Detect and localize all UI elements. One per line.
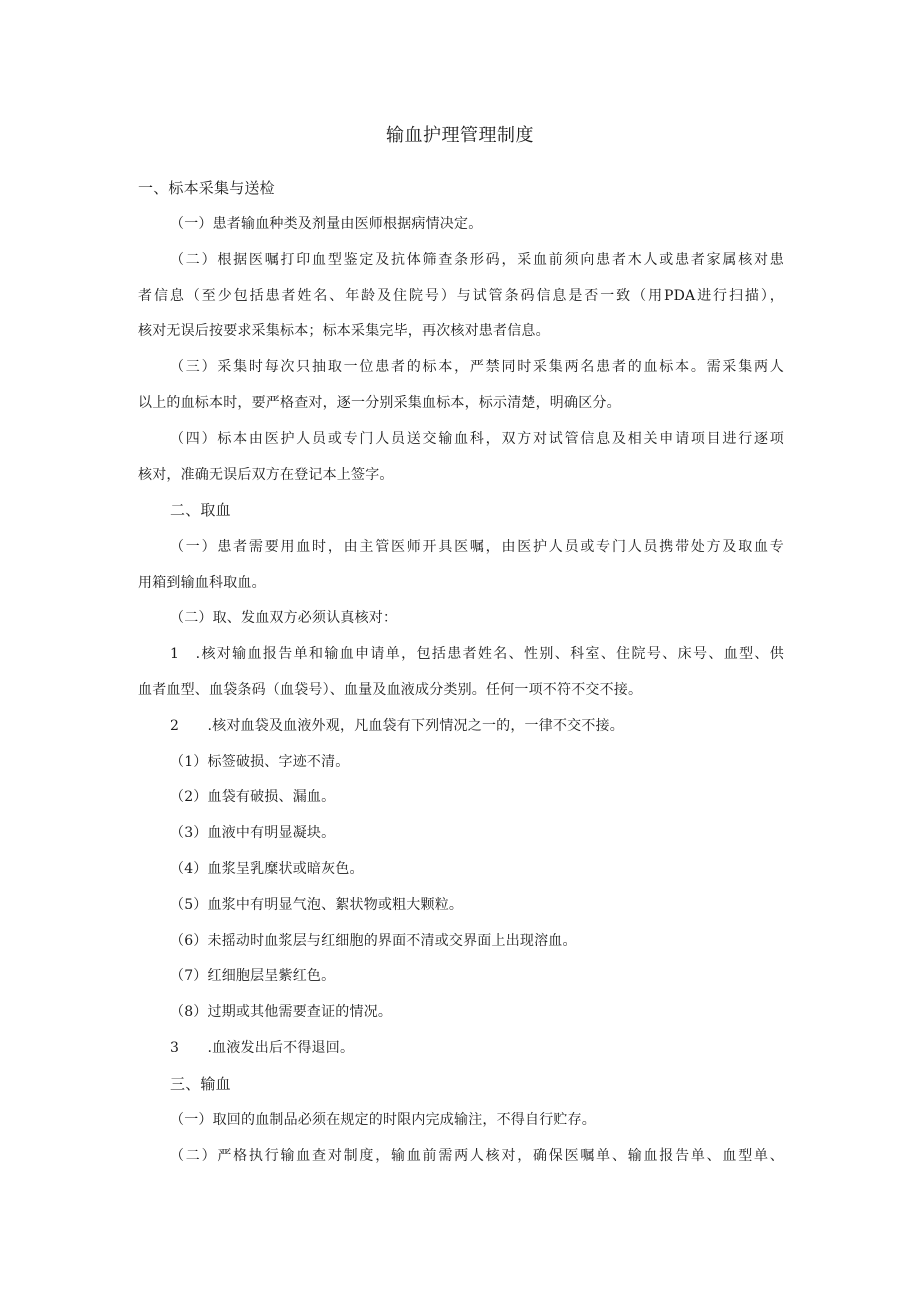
paragraph-line: （四）标本由医护人员或专门人员送交输血科，双方对试管信息及相关申请项目进行逐项 <box>170 431 784 447</box>
paragraph-line: （一）取回的血制品必须在规定的时限内完成输注，不得自行贮存。 <box>170 1112 596 1128</box>
document-title: 输血护理管理制度 <box>386 125 534 146</box>
paragraph-line: 1 .核对输血报告单和输血申请单，包括患者姓名、性别、科室、住院号、床号、血型、供 <box>170 646 784 662</box>
list-item: （4）血浆呈乳糜状或暗灰色。 <box>170 861 364 877</box>
list-item: （3）血液中有明显凝块。 <box>170 825 336 841</box>
paragraph-line: 者信息（至少包括患者姓名、年龄及住院号）与试管条码信息是否一致（用PDA进行扫描）， <box>138 288 784 304</box>
paragraph-line: （二）严格执行输血查对制度，输血前需两人核对，确保医嘱单、输血报告单、血型单、 <box>170 1148 784 1164</box>
paragraph-line: 以上的血标本时，要严格查对，逐一分别采集血标本，标示清楚，明确区分。 <box>138 395 621 411</box>
list-item: 2 .核对血袋及血液外观，凡血袋有下列情况之一的，一律不交不接。 <box>170 718 624 734</box>
paragraph-line: （二）取、发血双方必须认真核对： <box>170 610 398 626</box>
section-heading: 二、取血 <box>170 501 231 519</box>
paragraph-line: 用箱到输血科取血。 <box>138 575 266 591</box>
list-item: （5）血浆中有明显气泡、絮状物或粗大颗粒。 <box>170 897 464 913</box>
list-item: （1）标签破损、字迹不清。 <box>170 754 350 770</box>
paragraph-line: 核对，准确无误后双方在登记本上签字。 <box>138 467 394 483</box>
list-item: 3 .血液发出后不得退回。 <box>170 1040 355 1056</box>
paragraph-line: （二）根据医嘱打印血型鉴定及抗体筛查条形码，采血前须向患者木人或患者家属核对患 <box>170 252 784 268</box>
paragraph-line: 核对无误后按要求采集标本；标本采集完毕，再次核对患者信息。 <box>138 323 550 339</box>
list-item: （8）过期或其他需要查证的情况。 <box>170 1004 393 1020</box>
section-heading: 一、标本采集与送检 <box>138 179 275 197</box>
list-item: （6）未摇动时血浆层与红细胞的界面不清或交界面上出现溶血。 <box>170 933 577 949</box>
list-item: （7）红细胞层呈紫红色。 <box>170 968 336 984</box>
paragraph-line: 血者血型、血袋条码（血袋号）、血量及血液成分类别。任何一项不符不交不接。 <box>138 682 643 698</box>
paragraph-line: （一）患者输血种类及剂量由医师根据病情决定。 <box>170 216 483 232</box>
paragraph-line: （一）患者需要用血时，由主管医师开具医嘱，由医护人员或专门人员携带处方及取血专 <box>170 539 784 555</box>
paragraph-line: （三）采集时每次只抽取一位患者的标本，严禁同时采集两名患者的血标本。需采集两人 <box>170 359 784 375</box>
section-heading: 三、输血 <box>170 1075 231 1093</box>
list-item: （2）血袋有破损、漏血。 <box>170 789 336 805</box>
